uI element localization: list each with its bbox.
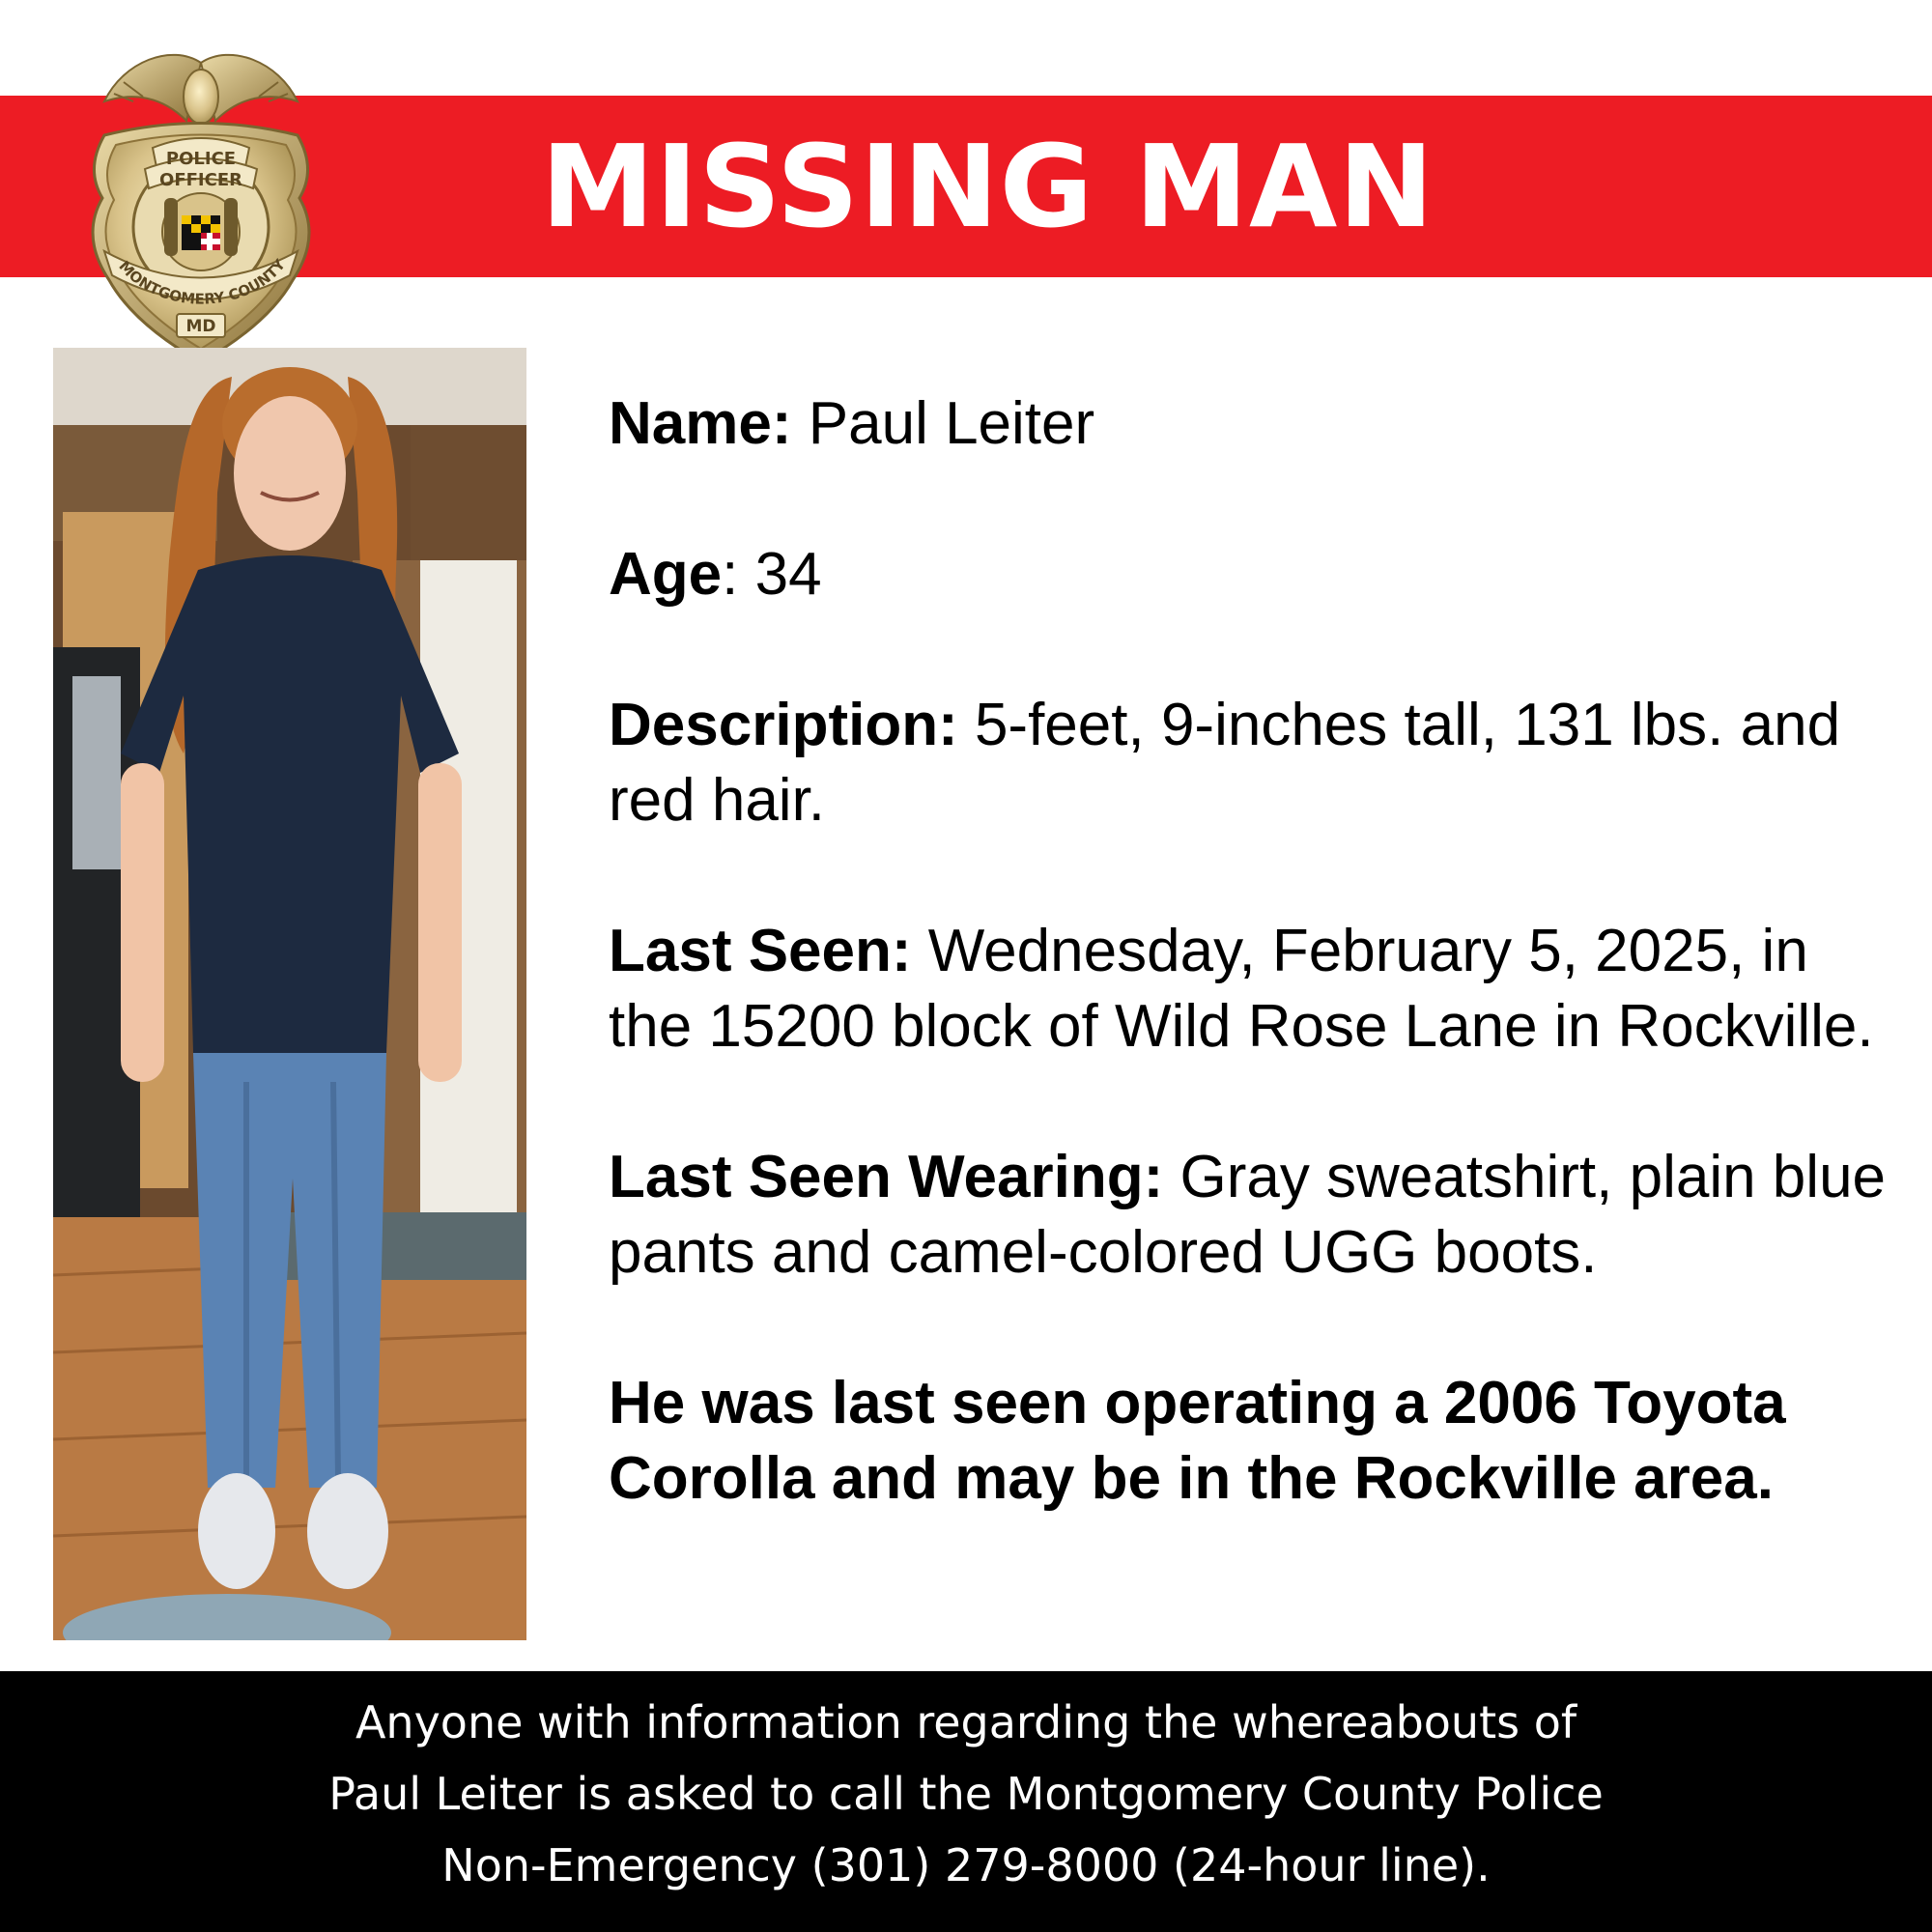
wearing-row: [609, 1140, 1903, 1291]
last-seen-value: Wednesday, February 5, 2025, in the 15200 block of Wild Rose Lane in Rockville.: [609, 918, 1874, 1060]
svg-text:POLICE: POLICE: [165, 149, 237, 169]
police-badge-logo: [75, 43, 327, 367]
contact-line-1: Anyone with information regarding the whereabouts of: [355, 1696, 1577, 1748]
last-seen-row: [609, 914, 1903, 1065]
name-label: Name:: [609, 390, 792, 457]
svg-text:MONTGOMERY COUNTY: MONTGOMERY COUNTY: [115, 256, 289, 308]
description-label: Description:: [609, 692, 958, 758]
eagle-icon: [104, 55, 298, 124]
description-row: [609, 688, 1903, 838]
svg-text:MD: MD: [185, 317, 216, 336]
wearing-label: Last Seen Wearing:: [609, 1144, 1164, 1210]
missing-person-photo: [53, 348, 526, 1640]
vehicle-note: He was last seen operating a 2006 Toyota Corolla and may be in the Rockville area.: [609, 1370, 1786, 1512]
last-seen-label: Last Seen:: [609, 918, 912, 984]
description-value: 5-feet, 9-inches tall, 131 lbs. and red hair.: [609, 692, 1841, 834]
age-value: : 34: [722, 541, 822, 608]
contact-line-3: Non-Emergency (301) 279-8000 (24-hour line).: [441, 1839, 1491, 1891]
age-label: Age: [609, 541, 723, 608]
maryland-flag-icon: [182, 215, 220, 250]
svg-text:OFFICER: OFFICER: [159, 170, 242, 190]
wearing-value: Gray sweatshirt, plain blue pants and camel-colored UGG boots.: [609, 1144, 1887, 1286]
age-row: [609, 537, 1903, 612]
name-row: [609, 386, 1903, 462]
page-title: MISSING MAN: [541, 120, 1435, 253]
name-value: Paul Leiter: [808, 390, 1095, 457]
contact-info: [0, 1687, 1932, 1901]
contact-line-2: Paul Leiter is asked to call the Montgomery County Police: [328, 1768, 1604, 1820]
details-panel: [609, 386, 1903, 1517]
